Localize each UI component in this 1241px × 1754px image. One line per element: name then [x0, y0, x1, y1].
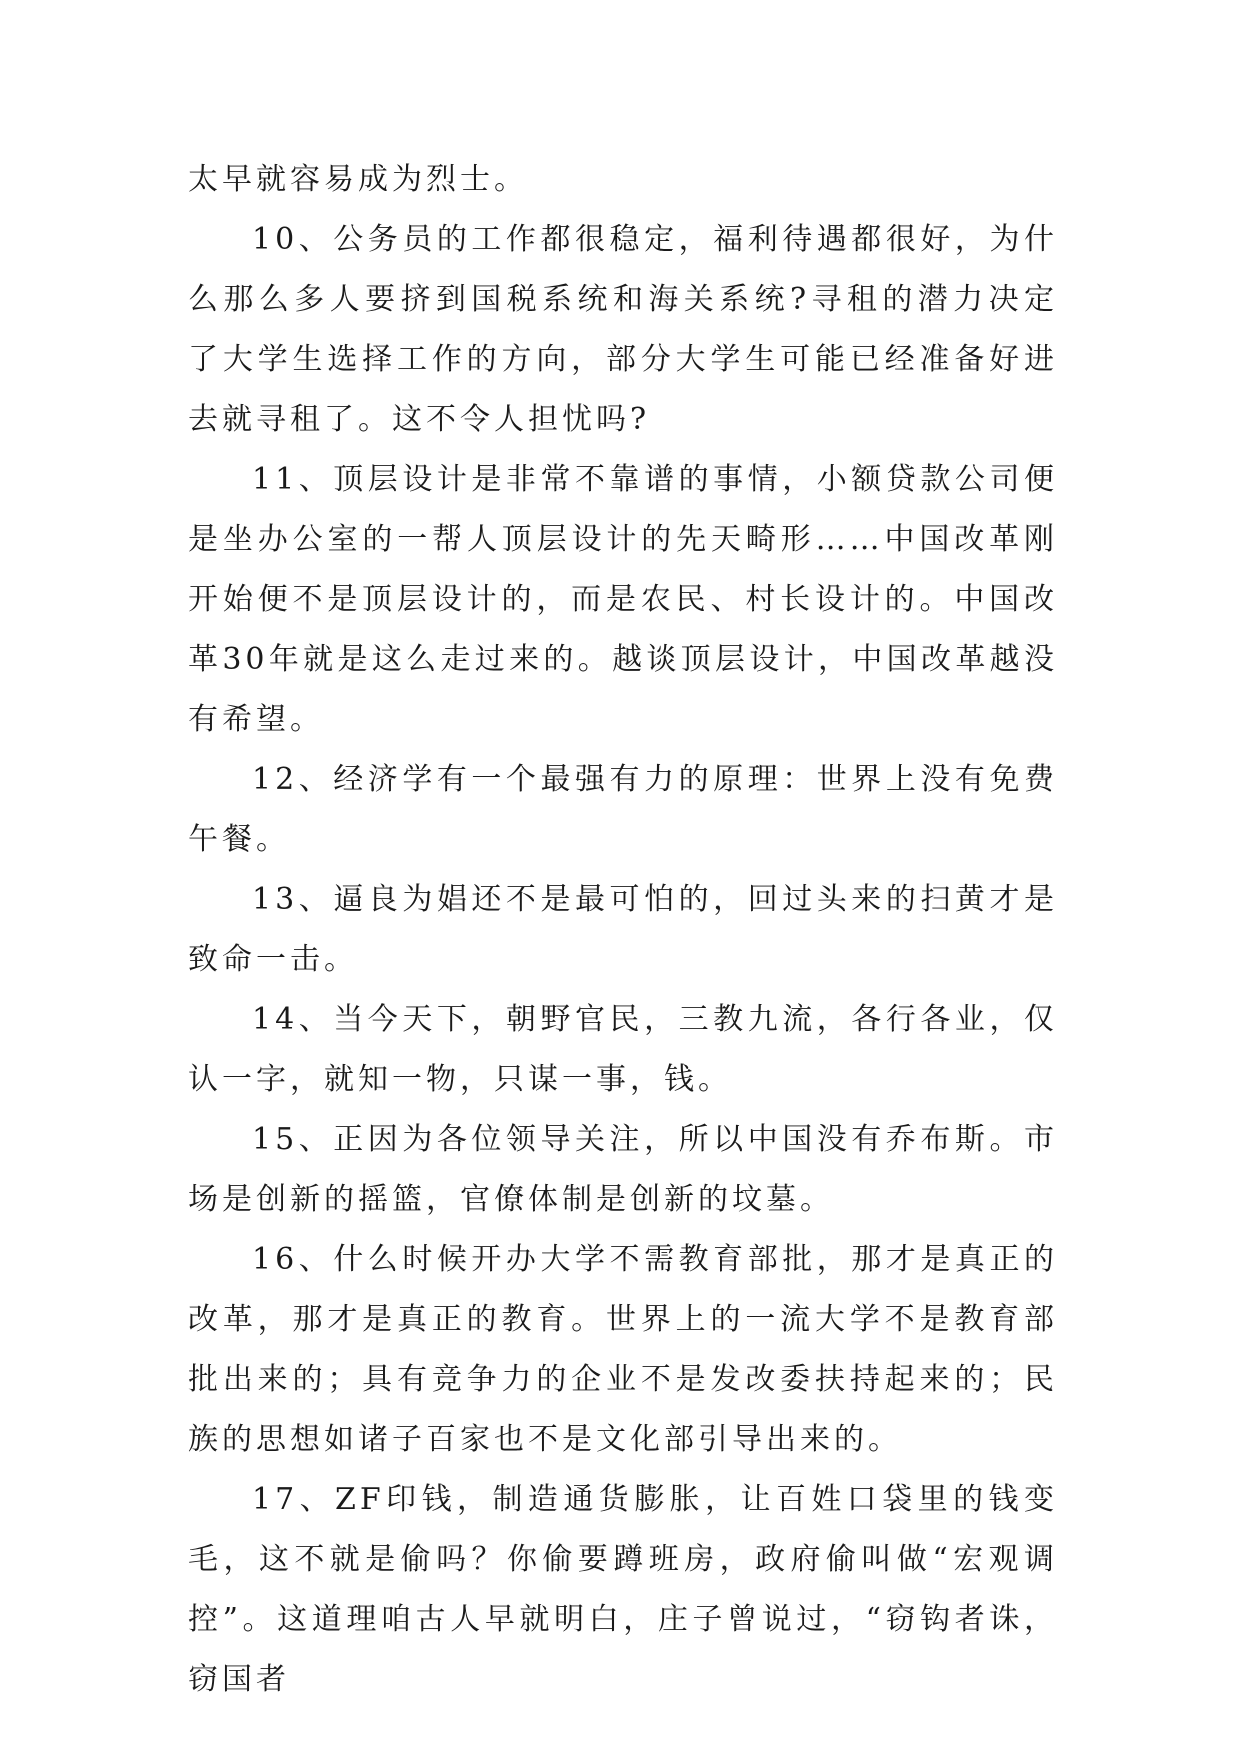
paragraph-10: 10、公务员的工作都很稳定，福利待遇都很好，为什么那么多人要挤到国税系统和海关系统?寻租的潜力决定了大学生选择工作的方向，部分大学生可能已经准备好进去就寻租了。这不令人担忧吗? [188, 222, 1058, 437]
paragraph-continuation: 太早就容易成为烈士。 [188, 162, 528, 197]
document-page [188, 150, 1058, 1710]
paragraph-11: 11、顶层设计是非常不靠谱的事情，小额贷款公司便是坐办公室的一帮人顶层设计的先天畸形……中国改革刚开始便不是顶层设计的，而是农民、村长设计的。中国改革30年就是这么走过来的。越谈顶层设计，中国改革越没有希望。 [188, 462, 1058, 737]
paragraph-12: 12、经济学有一个最强有力的原理：世界上没有免费午餐。 [188, 762, 1058, 857]
paragraph-16: 16、什么时候开办大学不需教育部批，那才是真正的改革，那才是真正的教育。世界上的一流大学不是教育部批出来的；具有竞争力的企业不是发改委扶持起来的；民族的思想如诸子百家也不是文化部引导出来的。 [188, 1242, 1058, 1457]
paragraph-13: 13、逼良为娼还不是最可怕的，回过头来的扫黄才是致命一击。 [188, 882, 1058, 977]
paragraph-14: 14、当今天下，朝野官民，三教九流，各行各业，仅认一字，就知一物，只谋一事，钱。 [188, 1002, 1058, 1097]
paragraph-15: 15、正因为各位领导关注，所以中国没有乔布斯。市场是创新的摇篮，官僚体制是创新的坟墓。 [188, 1122, 1058, 1217]
paragraph-17: 17、ZF印钱，制造通货膨胀，让百姓口袋里的钱变毛，这不就是偷吗？你偷要蹲班房，政府偷叫做“宏观调控”。这道理咱古人早就明白，庄子曾说过，“窃钩者诛，窃国者 [188, 1482, 1058, 1697]
